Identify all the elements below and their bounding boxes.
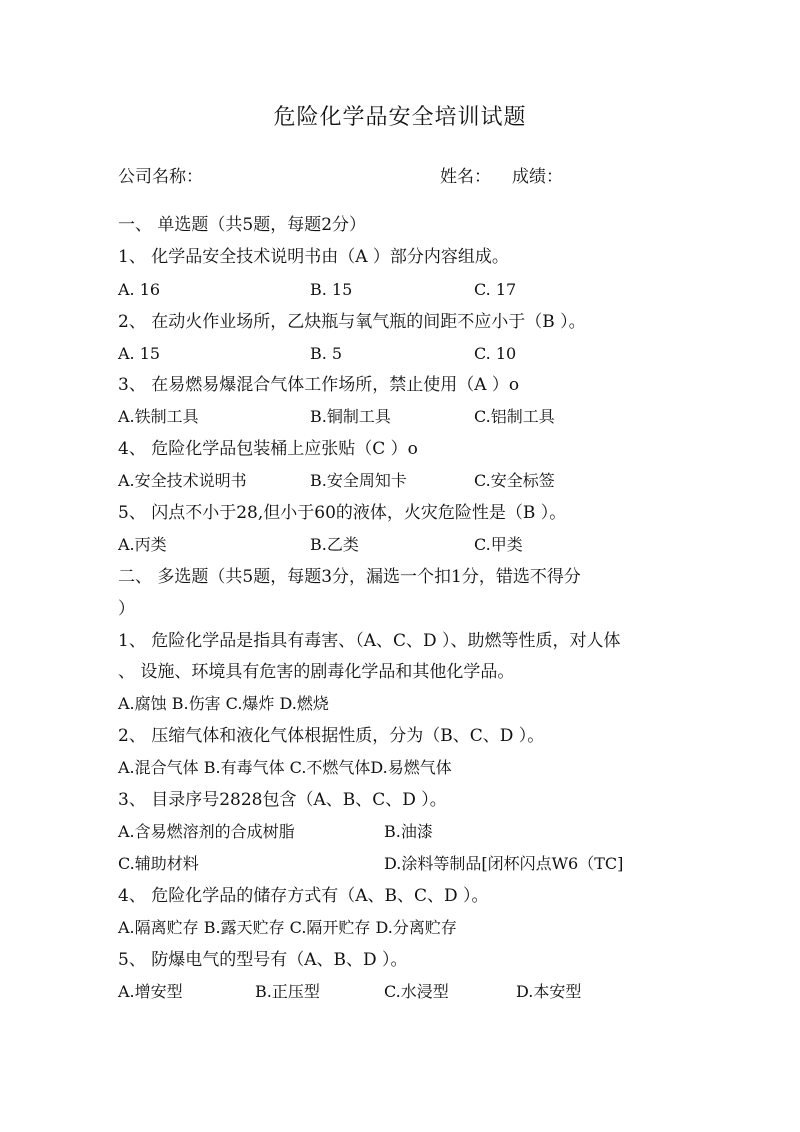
- s1-q3-option-b: B.铜制工具: [310, 407, 391, 426]
- s1-q3-option-c: C.铝制工具: [474, 407, 555, 426]
- s1-q1-text: 1、 化学品安全技术说明书由（A ）部分内容组成。: [118, 247, 509, 267]
- s2-q2-text: 2、 压缩气体和液化气体根据性质，分为（B、C、D ）。: [118, 726, 545, 746]
- s1-q2-option-a: A. 15: [118, 344, 161, 363]
- s2-q4-text: 4、 危险化学品的储存方式有（A、B、C、D ）。: [118, 886, 489, 906]
- s2-q5-option-d: D.本安型: [516, 982, 582, 1001]
- score-label: 成绩：: [512, 167, 563, 187]
- s1-q2-text: 2、 在动火作业场所，乙炔瓶与氧气瓶的间距不应小于（B ）。: [118, 312, 586, 332]
- s2-q4-options: A.隔离贮存 B.露天贮存 C.隔开贮存 D.分离贮存: [118, 918, 457, 937]
- s2-q3-text: 3、 目录序号2828包含（A、B、C、D ）。: [118, 790, 447, 810]
- s2-q3-option-c: C.辅助材料: [118, 854, 199, 873]
- s2-q5-option-a: A.增安型: [118, 982, 183, 1001]
- s1-q4-option-c: C.安全标签: [474, 471, 555, 490]
- s1-q2-option-b: B. 5: [310, 344, 343, 363]
- s2-q1-text-line2: 、 设施、环境具有危害的剧毒化学品和其他化学品。: [118, 662, 515, 682]
- section1-heading: 一、 单选题（共5题，每题2分）: [118, 215, 367, 235]
- s2-q5-option-c: C.水浸型: [384, 982, 449, 1001]
- s1-q5-text: 5、 闪点不小于28,但小于60的液体，火灾危险性是（B ）。: [118, 503, 567, 523]
- s2-q2-options: A.混合气体 B.有毒气体 C.不燃气体D.易燃气体: [118, 758, 452, 777]
- section2-heading-line2: ）: [118, 599, 135, 619]
- s2-q5-text: 5、 防爆电气的型号有（A、B、D ）。: [118, 950, 408, 970]
- s2-q5-option-b: B.正压型: [255, 982, 320, 1001]
- s1-q3-text: 3、 在易燃易爆混合气体工作场所，禁止使用（A ）o: [118, 375, 520, 395]
- name-label: 姓名：: [440, 167, 491, 187]
- s1-q5-option-a: A.丙类: [118, 535, 167, 554]
- s1-q4-text: 4、 危险化学品包装桶上应张贴（C ）o: [118, 439, 418, 459]
- s1-q5-option-c: C.甲类: [474, 535, 523, 554]
- s2-q3-option-a: A.含易燃溶剂的合成树脂: [118, 822, 295, 841]
- s1-q1-option-b: B. 15: [310, 280, 353, 299]
- section2-heading-line1: 二、 多选题（共5题，每题3分，漏选一个扣1分，错选不得分: [118, 567, 581, 587]
- page-title: 危险化学品安全培训试题: [273, 105, 527, 130]
- s1-q3-option-a: A.铁制工具: [118, 407, 199, 426]
- s2-q3-option-b: B.油漆: [384, 822, 433, 841]
- s1-q1-option-c: C. 17: [474, 280, 517, 299]
- s1-q2-option-c: C. 10: [474, 344, 517, 363]
- s2-q1-options: A.腐蚀 B.伤害 C.爆炸 D.燃烧: [118, 694, 329, 713]
- s2-q1-text-line1: 1、 危险化学品是指具有毒害、（A、C、D ）、助燃等性质，对人体: [118, 631, 621, 651]
- s1-q4-option-b: B.安全周知卡: [310, 471, 407, 490]
- s1-q4-option-a: A.安全技术说明书: [118, 471, 247, 490]
- s1-q5-option-b: B.乙类: [310, 535, 359, 554]
- company-label: 公司名称：: [118, 167, 203, 187]
- s2-q3-option-d: D.涂料等制品[闭杯闪点W6（TC]: [384, 854, 624, 873]
- s1-q1-option-a: A. 16: [118, 280, 161, 299]
